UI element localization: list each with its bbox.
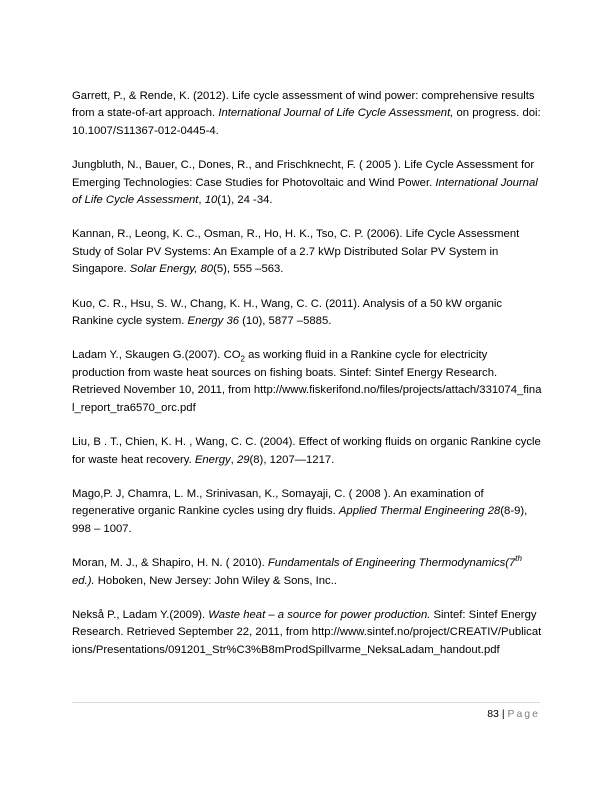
reference-text: Moran, M. J., & Shapiro, H. N. ( 2010). bbox=[72, 557, 268, 570]
reference-entry bbox=[72, 157, 542, 209]
reference-entry bbox=[72, 555, 542, 590]
reference-text: , bbox=[230, 453, 237, 466]
reference-entry bbox=[72, 486, 542, 538]
reference-text: 2 bbox=[240, 354, 245, 364]
reference-text: Kuo, C. R., Hsu, S. W., Chang, K. H., Wang, C. C. (2011). Analysis of a 50 kW organic Rankine cycle system. bbox=[72, 297, 503, 328]
reference-text: (1), 24 -34. bbox=[217, 194, 273, 207]
reference-text: International Journal of Life Cycle Assessment, bbox=[218, 107, 454, 120]
footer-divider bbox=[72, 702, 540, 703]
reference-entry bbox=[72, 296, 542, 331]
reference-entry bbox=[72, 88, 542, 140]
page-number: 83 bbox=[487, 708, 499, 720]
reference-text: th bbox=[515, 554, 522, 564]
page-label: Page bbox=[507, 708, 540, 720]
reference-text: Nekså P., Ladam Y.(2009). bbox=[72, 608, 209, 621]
reference-text: on progress. doi: 10.1007/S11367-012-0445-4. bbox=[72, 107, 541, 137]
reference-url[interactable]: http://www.sintef.no/project/CREATIV/Publications/Presentations/091201_Str%C3%B8mProdSpillvarme_NeksaLadam_handout.pdf bbox=[72, 626, 542, 656]
reference-text: (8), 1207—1217. bbox=[249, 453, 335, 466]
reference-text: 10 bbox=[204, 194, 218, 207]
footer-separator: | bbox=[498, 708, 508, 720]
reference-text: ed.). bbox=[72, 574, 95, 587]
reference-entry bbox=[72, 434, 542, 469]
reference-text: Energy bbox=[194, 453, 231, 466]
reference-text: Jungbluth, N., Bauer, C., Dones, R., and Frischknecht, F. ( 2005 ). Life Cycle Assessment for Emerging Technologies: Case Studies for Photovoltaic and Wind Power. bbox=[72, 159, 535, 189]
reference-text: 29 bbox=[236, 453, 250, 466]
reference-text: Energy 36 bbox=[187, 315, 240, 328]
reference-text: (8-9), 998 – 1007. bbox=[72, 505, 528, 535]
reference-text: Fundamentals of Engineering Thermodynamics(7 bbox=[267, 557, 516, 570]
reference-text: International Journal of Life Cycle Assessment bbox=[72, 176, 538, 207]
reference-text: Hoboken, New Jersey: John Wiley & Sons, Inc.. bbox=[94, 574, 337, 587]
reference-entry bbox=[72, 607, 542, 659]
reference-entry bbox=[72, 226, 542, 278]
page-footer bbox=[487, 708, 540, 720]
reference-entry bbox=[72, 347, 542, 417]
reference-text: Sintef: Sintef Energy Research. Retrieved September 22, 2011, from bbox=[72, 608, 537, 639]
reference-text: Waste heat – a source for power production. bbox=[208, 608, 431, 621]
reference-url[interactable]: http://www.fiskerifond.no/files/projects/attach/331074_final_report_tra6570_orc.pdf bbox=[72, 384, 542, 414]
reference-text: Ladam Y., Skaugen G.(2007). CO bbox=[72, 349, 241, 362]
reference-text: (5), 555 –563. bbox=[213, 263, 284, 276]
reference-text: Garrett, P., & Rende, K. (2012). Life cycle assessment of wind power: comprehensive results from a state-of-art approach. bbox=[72, 90, 535, 120]
reference-text: , bbox=[198, 194, 205, 207]
reference-text: Liu, B . T., Chien, K. H. , Wang, C. C. (2004). Effect of working fluids on organic Rankine cycle for waste heat recovery. bbox=[72, 436, 541, 466]
reference-text: Kannan, R., Leong, K. C., Osman, R., Ho, H. K., Tso, C. P. (2006). Life Cycle Assessment Study of Solar PV Systems: An Example of a 2.7 kWp Distributed Solar PV System in Singapore. bbox=[72, 228, 520, 276]
reference-list bbox=[72, 88, 542, 659]
reference-text: (10), 5877 –5885. bbox=[239, 315, 332, 328]
reference-text: as working fluid in a Rankine cycle for electricity production from waste heat sources on fishing boats. Sintef: Sintef Energy Research. Retrieved November 10, 2011, from bbox=[72, 349, 498, 397]
reference-text: Applied Thermal Engineering 28 bbox=[338, 505, 501, 518]
reference-text: Solar Energy, 80 bbox=[129, 263, 214, 276]
reference-text: Mago,P. J, Chamra, L. M., Srinivasan, K., Somayaji, C. ( 2008 ). An examination of regenerative organic Rankine cycles using dry fluids. bbox=[72, 487, 484, 518]
